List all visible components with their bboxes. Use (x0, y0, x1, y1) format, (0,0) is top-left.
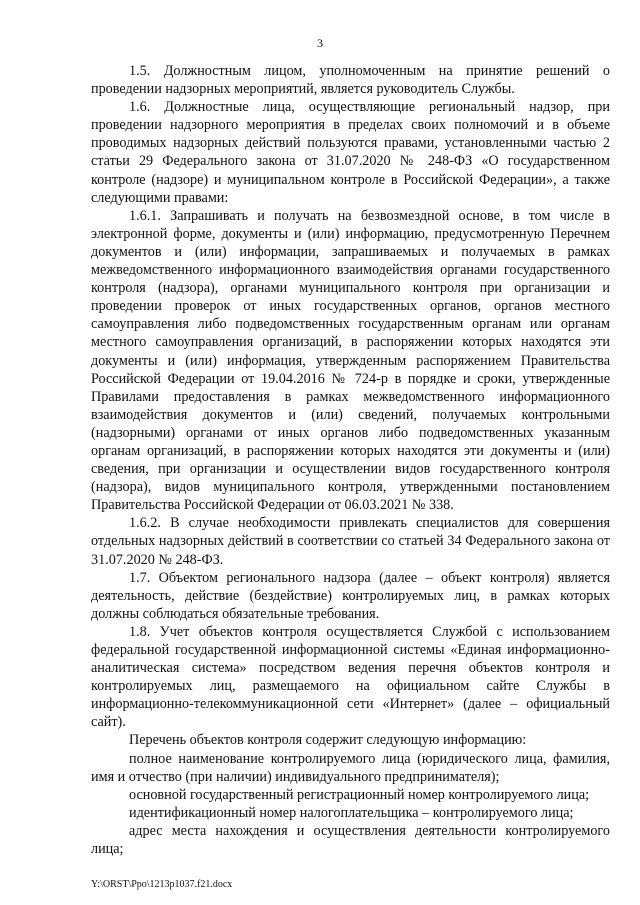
paragraph-1-6: 1.6. Должностные лица, осуществляющие региональный надзор, при проведении надзорного мероприятия в пределах своих полномочий и в объеме проводимых надзорных действий пользуются правами, установленными частью 2 статьи 29 Федерального закона от 31.07.2020 № 248-ФЗ «О государственном контроле (надзоре) и муниципальном контроле в Российской Федерации», а также следующими правами: (91, 99, 610, 206)
paragraph-1-5: 1.5. Должностным лицом, уполномоченным на принятие решений о проведении надзорных мероприятий, является руководитель Службы. (91, 63, 610, 98)
list-item-inn: идентификационный номер налогоплательщика – контролируемого лица; (129, 804, 574, 821)
list-item-ogrn: основной государственный регистрационный номер контролируемого лица; (129, 786, 590, 803)
paragraph-1-6-2: 1.6.2. В случае необходимости привлекать специалистов для совершения отдельных надзорных действий в соответствии со статьей 34 Федерального закона от 31.07.2020 № 248-ФЗ. (91, 515, 610, 568)
footer-file-path: Y:\ORST\Ppo\1213p1037.f21.docx (91, 879, 233, 890)
paragraph-1-6-1: 1.6.1. Запрашивать и получать на безвозмездной основе, в том числе в электронной форме, документы и (или) информацию, предусмотренную Перечнем документов и (или) информации, запрашиваемых и получаемых в рамках межведомственного информационного взаимодействия органами государственного контроля (надзора), органами муниципального контроля при организации и проведении проверок от иных государственных органов, органов местного самоуправления либо подведомственных государственным органам или органам местного самоуправления организаций, в распоряжении которых находятся эти документы и (или) информация, утвержденным распоряжением Правительства Российской Федерации от 19.04.2016 № 724-р в порядке и сроки, утвержденные Правилами предоставления в рамках межведомственного информационного взаимодействия документов и (или) сведений, получаемых контрольными (надзорными) органами от иных органов либо подведомственных указанным органам организаций, в распоряжении которых находятся эти документы и (или) сведения, при организации и осуществлении видов государственного контроля (надзора), видов муниципального контроля, утвержденными постановлением Правительства Российской Федерации от 06.03.2021 № 338. (91, 207, 610, 514)
paragraph-1-7: 1.7. Объектом регионального надзора (далее – объект контроля) является деятельность, действие (бездействие) контролируемых лиц, в рамках которых должны соблюдаться обязательные требования. (91, 569, 610, 622)
paragraph-1-8: 1.8. Учет объектов контроля осуществляется Службой с использованием федеральной государственной информационной системы «Единая информационно-аналитическая система» посредством ведения перечня объектов контроля и контролируемых лиц, размещаемого на официальном сайте Службы в информационно-телекоммуникационной сети «Интернет» (далее – официальный сайт). (91, 623, 610, 731)
list-item-address: адрес места нахождения и осуществления деятельности контролируемого лица; (91, 822, 610, 858)
document-body (91, 62, 610, 858)
paragraph-list-intro: Перечень объектов контроля содержит следующую информацию: (129, 732, 527, 749)
page-number: 3 (317, 36, 323, 50)
list-item-full-name: полное наименование контролируемого лица (юридического лица, фамилия, имя и отчество (при наличии) индивидуального предпринимателя); (91, 750, 610, 785)
